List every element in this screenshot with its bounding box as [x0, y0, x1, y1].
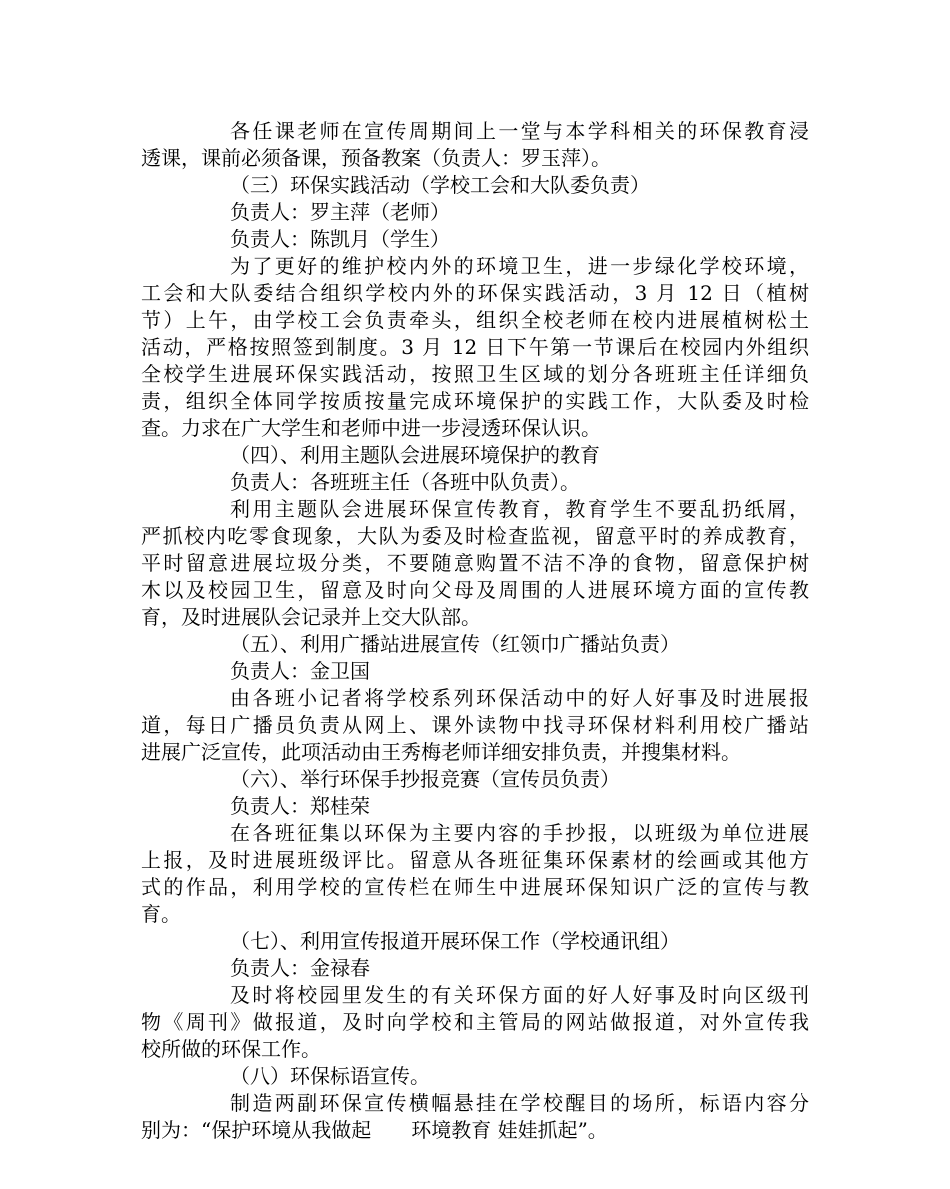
paragraph-line: 校所做的环保工作。	[141, 1037, 321, 1061]
paragraph-line: 查。力求在广大学生和老师中进一步浸透环保认识。	[141, 416, 601, 440]
section-heading: （七）、利用宣传报道开展环保工作（学校通讯组）	[230, 929, 680, 953]
paragraph-line: 严抓校内吃零食现象，大队为委及时检查监视，留意平时的养成教育，	[141, 524, 809, 548]
paragraph-line: 育。	[141, 902, 181, 926]
paragraph-line: 木以及校园卫生，留意及时向父母及周围的人进展环境方面的宣传教	[141, 578, 809, 602]
responsible-person: 负责人：金卫国	[230, 659, 370, 683]
responsible-person: 负责人：罗主萍（老师）	[230, 200, 450, 224]
paragraph-line: 在各班征集以环保为主要内容的手抄报，以班级为单位进展	[230, 821, 809, 845]
paragraph-line: 物《周刊》做报道，及时向学校和主管局的网站做报道，对外宣传我	[141, 1010, 809, 1034]
paragraph-line: 活动，严格按照签到制度。3 月 12 日下午第一节课后在校园内外组织	[141, 335, 809, 359]
document-body	[141, 118, 809, 1144]
paragraph-line: 全校学生进展环保实践活动，按照卫生区域的划分各班班主任详细负	[141, 362, 809, 386]
paragraph-line: 责，组织全体同学按质按量完成环境保护的实践工作，大队委及时检	[141, 389, 809, 413]
responsible-person: 负责人：各班班主任（各班中队负责）。	[230, 470, 580, 494]
paragraph-line: 及时将校园里发生的有关环保方面的好人好事及时向区级刊	[230, 983, 809, 1007]
paragraph-line: 进展广泛宣传，此项活动由王秀梅老师详细安排负责，并搜集材料。	[141, 740, 741, 764]
paragraph-line: 育，及时进展队会记录并上交大队部。	[141, 605, 481, 629]
section-heading: （三）环保实践活动（学校工会和大队委负责）	[230, 173, 650, 197]
paragraph-line: 利用主题队会进展环保宣传教育，教育学生不要乱扔纸屑，	[230, 497, 809, 521]
paragraph-line: 平时留意进展垃圾分类，不要随意购置不洁不净的食物，留意保护树	[141, 551, 809, 575]
section-heading: （六）、举行环保手抄报竞赛（宣传员负责）	[230, 767, 620, 791]
paragraph-line: 由各班小记者将学校系列环保活动中的好人好事及时进展报	[230, 686, 809, 710]
responsible-person: 负责人：陈凯月（学生）	[230, 227, 450, 251]
paragraph-line: 别为：“保护环境从我做起 环境教育 娃娃抓起”。	[141, 1118, 608, 1142]
paragraph-line: 各任课老师在宣传周期间上一堂与本学科相关的环保教育浸	[230, 119, 809, 143]
paragraph-line: 制造两副环保宣传横幅悬挂在学校醒目的场所，标语内容分	[230, 1091, 809, 1115]
section-heading: （八）环保标语宣传。	[230, 1064, 430, 1088]
section-heading: （五）、利用广播站进展宣传（红领巾广播站负责）	[230, 632, 680, 656]
paragraph-line: 工会和大队委结合组织学校内外的环保实践活动，3 月 12 日（植树	[141, 281, 809, 305]
paragraph-line: 节）上午，由学校工会负责牵头，组织全校老师在校内进展植树松土	[141, 308, 809, 332]
paragraph-line: 为了更好的维护校内外的环境卫生，进一步绿化学校环境，	[230, 254, 809, 278]
responsible-person: 负责人：金禄春	[230, 956, 370, 980]
paragraph-line: 式的作品，利用学校的宣传栏在师生中进展环保知识广泛的宣传与教	[141, 875, 809, 899]
responsible-person: 负责人：郑桂荣	[230, 794, 370, 818]
paragraph-line: 上报，及时进展班级评比。留意从各班征集环保素材的绘画或其他方	[141, 848, 809, 872]
paragraph-line: 透课，课前必须备课，预备教案（负责人：罗玉萍）。	[141, 146, 611, 170]
paragraph-line: 道，每日广播员负责从网上、课外读物中找寻环保材料利用校广播站	[141, 713, 809, 737]
section-heading: （四）、利用主题队会进展环境保护的教育	[230, 443, 600, 467]
